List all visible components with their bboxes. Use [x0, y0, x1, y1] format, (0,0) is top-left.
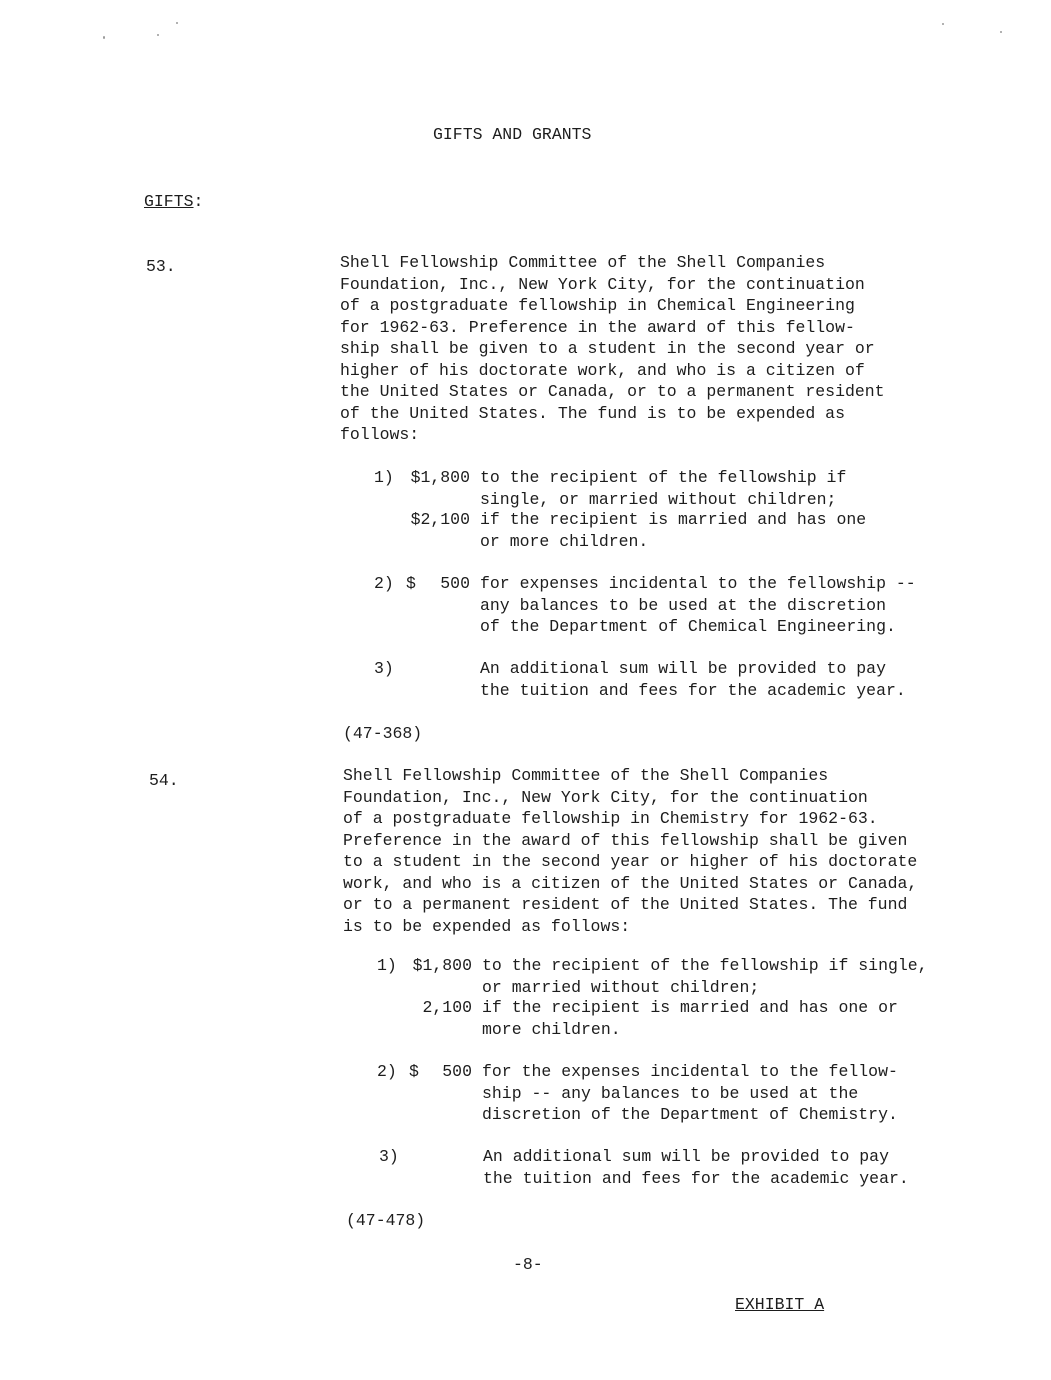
allocation-line: for expenses incidental to the fellowship --	[480, 574, 916, 593]
allocation-line: any balances to be used at the discretion	[480, 595, 886, 615]
allocation-line: for the expenses incidental to the fellow-	[482, 1062, 898, 1081]
allocation-amount: 500	[442, 1062, 472, 1081]
paragraph-line: Preference in the award of this fellowship shall be given	[343, 830, 908, 850]
allocation-label: 2)	[377, 1062, 397, 1081]
scan-speck	[103, 36, 105, 39]
allocation-label: 3)	[374, 659, 394, 678]
paragraph-line: Shell Fellowship Committee of the Shell Companies	[340, 253, 826, 272]
exhibit-label: EXHIBIT A	[735, 1295, 825, 1314]
section-heading	[144, 191, 203, 213]
paragraph-line: of a postgraduate fellowship in Chemical Engineering	[340, 296, 855, 315]
allocation-dollar-sign: $	[409, 1062, 419, 1081]
allocation-amount: $2,100	[410, 510, 470, 529]
allocation-text	[480, 467, 846, 510]
allocation-line: if the recipient is married and has one or	[482, 998, 898, 1017]
allocation-amount: 500	[440, 574, 470, 593]
allocation-line: to the recipient of the fellowship if single,	[482, 956, 928, 975]
allocation-line: if the recipient is married and has one	[480, 510, 867, 529]
allocation-line: ship -- any balances to be used at the	[482, 1083, 859, 1103]
allocation-line: or married without children;	[482, 977, 760, 997]
allocation-text	[480, 573, 916, 638]
scan-speck	[157, 34, 159, 36]
item-paragraph	[340, 252, 885, 446]
paragraph-line: the United States or Canada, or to a permanent resident	[340, 382, 885, 401]
paragraph-line: higher of his doctorate work, and who is a citizen of	[340, 360, 865, 380]
allocation-line: or more children.	[480, 531, 649, 551]
paragraph-line: for 1962-63. Preference in the award of this fellow-	[340, 317, 855, 337]
allocation-line: the tuition and fees for the academic year.	[480, 680, 906, 700]
allocation-text	[483, 1146, 909, 1189]
page-number: -8-	[513, 1255, 543, 1274]
section-heading-colon: :	[193, 192, 204, 211]
allocation-line: the tuition and fees for the academic year.	[483, 1168, 909, 1188]
paragraph-line: ship shall be given to a student in the second year or	[340, 339, 875, 358]
item-reference: (47-368)	[343, 724, 423, 743]
item-reference: (47-478)	[346, 1211, 426, 1230]
item-number: 54.	[149, 771, 179, 790]
item-number: 53.	[146, 257, 176, 276]
paragraph-line: Foundation, Inc., New York City, for the continuation	[340, 274, 865, 294]
scan-speck	[1000, 31, 1002, 33]
allocation-line: discretion of the Department of Chemistry.	[482, 1105, 898, 1124]
section-heading-text: GIFTS	[144, 192, 194, 211]
paragraph-line: is to be expended as follows:	[343, 916, 631, 936]
allocation-amount: 2,100	[422, 998, 472, 1017]
paragraph-line: to a student in the second year or higher of his doctorate	[343, 852, 918, 871]
allocation-line: single, or married without children;	[480, 489, 837, 509]
allocation-label: 2)	[374, 574, 394, 593]
allocation-label: 1)	[374, 468, 394, 487]
allocation-line: An additional sum will be provided to pay	[480, 659, 886, 678]
allocation-label: 3)	[379, 1147, 399, 1166]
item-paragraph	[343, 765, 917, 937]
paragraph-line: follows:	[340, 425, 420, 444]
allocation-line: to the recipient of the fellowship if	[480, 468, 847, 487]
paragraph-line: Shell Fellowship Committee of the Shell Companies	[343, 766, 829, 785]
scan-speck	[176, 22, 178, 24]
paragraph-line: or to a permanent resident of the United States. The fund	[343, 895, 908, 914]
allocation-amount: $1,800	[410, 468, 470, 487]
paragraph-line: of the United States. The fund is to be expended as	[340, 403, 845, 423]
paragraph-line: Foundation, Inc., New York City, for the continuation	[343, 787, 868, 807]
allocation-text	[480, 658, 906, 701]
paragraph-line: of a postgraduate fellowship in Chemistry for 1962-63.	[343, 809, 878, 828]
allocation-line: of the Department of Chemical Engineering.	[480, 617, 896, 636]
paragraph-line: work, and who is a citizen of the United States or Canada,	[343, 873, 918, 893]
allocation-line: more children.	[482, 1019, 621, 1039]
allocation-line: An additional sum will be provided to pay	[483, 1147, 889, 1166]
allocation-text	[482, 955, 928, 998]
allocation-text	[480, 509, 866, 552]
allocation-text	[482, 1061, 898, 1126]
page-title: GIFTS AND GRANTS	[433, 125, 592, 144]
scan-speck	[942, 23, 944, 25]
allocation-label: 1)	[377, 956, 397, 975]
allocation-dollar-sign: $	[406, 574, 416, 593]
allocation-amount: $1,800	[412, 956, 472, 975]
allocation-text	[482, 997, 898, 1040]
